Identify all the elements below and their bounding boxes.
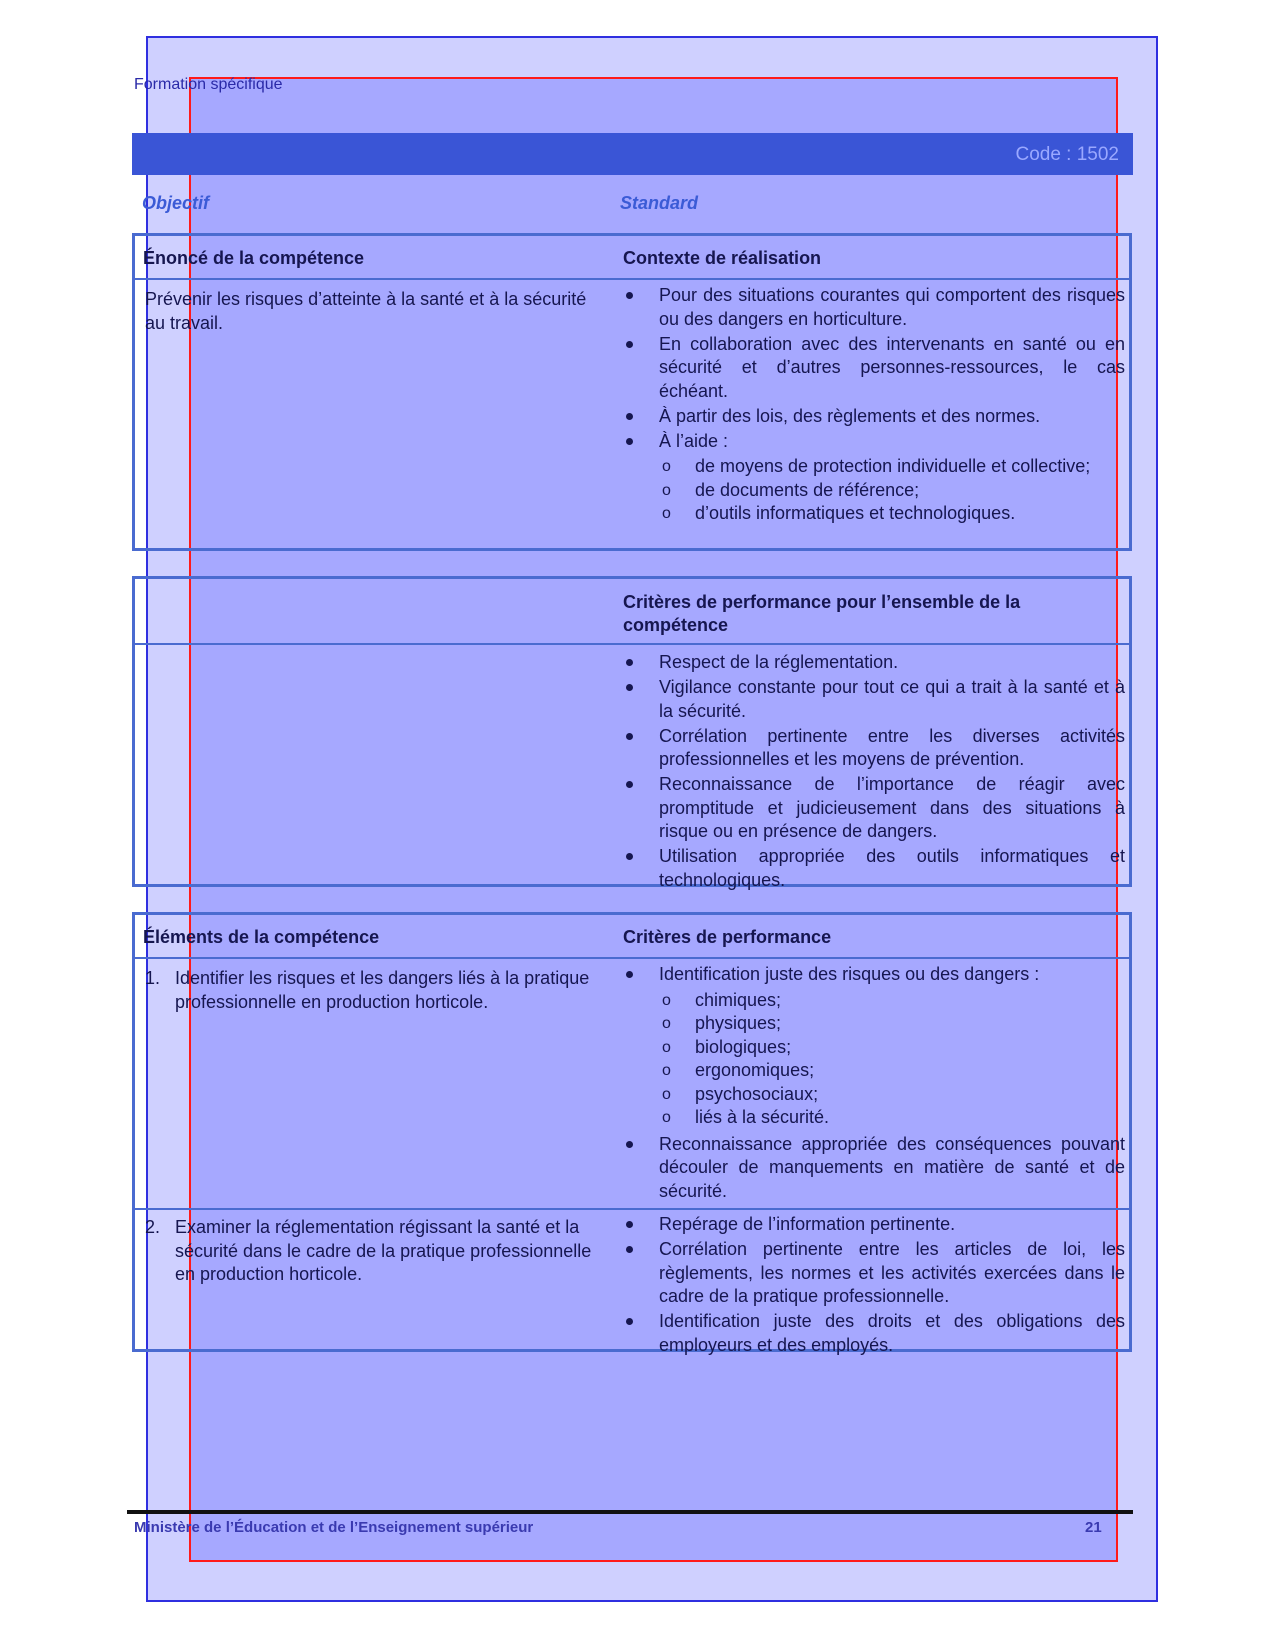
criteres-ensemble-header: Critères de performance pour l’ensemble de la compétence: [623, 592, 1021, 635]
list-item: Reconnaissance appropriée des conséquences pouvant découler de manquements en matière de santé et de sécurité.: [623, 1133, 1125, 1204]
element-text: Identifier les risques et les dangers liés à la pratique professionnelle en production horticole.: [175, 968, 590, 1012]
list-item: Reconnaissance de l’importance de réagir avec promptitude et judicieusement dans des situations à risque ou en présence de dangers.: [623, 773, 1125, 844]
contexte-header: Contexte de réalisation: [623, 248, 822, 268]
criteres-header: Critères de performance: [623, 927, 832, 947]
list-item: [623, 963, 1125, 1130]
header-divider: [135, 643, 1129, 645]
standard-heading: Standard: [620, 193, 699, 213]
sub-list-item: o ergonomiques;: [659, 1059, 1125, 1083]
list-item-text: Identification juste des risques ou des dangers :: [659, 964, 1040, 984]
list-item-text: À l’aide :: [659, 430, 729, 451]
sub-list-item: o chimiques;: [659, 989, 1125, 1013]
list-item: Corrélation pertinente entre les articles de loi, les règlements, les normes et les activités exercées dans le cadre de la pratique professionnelle.: [623, 1238, 1125, 1309]
element-number: 1.: [145, 968, 161, 988]
enonce-text: Prévenir les risques d’atteinte à la santé et à la sécurité au travail.: [145, 289, 587, 333]
element-number: 2.: [145, 1217, 161, 1237]
list-item: [623, 430, 1125, 526]
list-item: Utilisation appropriée des outils informatiques et technologiques.: [623, 845, 1125, 892]
element-1: [145, 967, 610, 1014]
list-item: Corrélation pertinente entre les diverses activités professionnelles et les moyens de prévention.: [623, 725, 1125, 772]
sub-list-item: o de moyens de protection individuelle et collective;: [659, 455, 1125, 479]
objectif-heading: Objectif: [142, 193, 210, 213]
footer-rule: [127, 1510, 1133, 1514]
element-1-criteria: [623, 963, 1125, 1205]
element-item: [145, 967, 610, 1014]
table-criteres-ensemble: [132, 576, 1132, 890]
sub-list: [659, 455, 1125, 526]
page-number: 21: [1085, 1519, 1102, 1536]
sub-list-item: o biologiques;: [659, 1036, 1125, 1060]
list-item: À partir des lois, des règlements et des normes.: [623, 405, 1125, 429]
list-item: Respect de la réglementation.: [623, 651, 1125, 675]
sub-list-item: o d’outils informatiques et technologiques.: [659, 502, 1125, 526]
contexte-list: [623, 284, 1125, 527]
table-elements-criteres: [132, 912, 1132, 1355]
list-item: En collaboration avec des intervenants en santé ou en sécurité et d’autres personnes-ressources, le cas échéant.: [623, 333, 1125, 404]
footer-ministry: Ministère de l’Éducation et de l’Enseignement supérieur: [134, 1519, 534, 1536]
sub-list: [659, 989, 1125, 1130]
row-divider: [135, 1208, 1129, 1210]
element-text: Examiner la réglementation régissant la santé et la sécurité dans le cadre de la pratique professionnelle en production horticole.: [175, 1217, 592, 1284]
list-item: Pour des situations courantes qui comportent des risques ou des dangers en horticulture.: [623, 284, 1125, 331]
sub-list-item: o psychosociaux;: [659, 1083, 1125, 1107]
enonce-header: Énoncé de la compétence: [143, 248, 365, 268]
elements-header: Éléments de la compétence: [143, 927, 380, 947]
header-divider: [135, 957, 1129, 959]
running-title: Formation spécifique: [134, 76, 283, 93]
sub-list-item: o de documents de référence;: [659, 479, 1125, 503]
list-item: Identification juste des droits et des obligations des employeurs et des employés.: [623, 1310, 1125, 1357]
list-item: Repérage de l’information pertinente.: [623, 1213, 1125, 1237]
criteres-ensemble-list: [623, 651, 1125, 894]
header-divider: [135, 278, 1129, 280]
code-bar: [132, 133, 1133, 175]
element-2-criteria: [623, 1213, 1125, 1359]
code-label: Code : 1502: [1015, 144, 1119, 165]
table-enonce-contexte: [132, 233, 1132, 551]
sub-list-item: o liés à la sécurité.: [659, 1106, 1125, 1130]
list-item: Vigilance constante pour tout ce qui a trait à la santé et à la sécurité.: [623, 676, 1125, 723]
element-item: [145, 1216, 610, 1287]
sub-list-item: o physiques;: [659, 1012, 1125, 1036]
element-2: [145, 1216, 610, 1287]
